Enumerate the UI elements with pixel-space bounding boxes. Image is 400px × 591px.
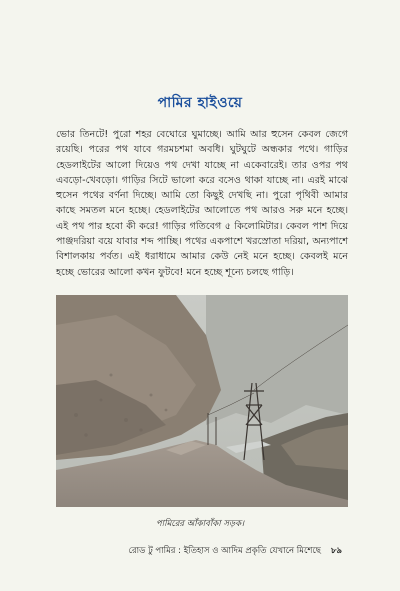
chapter-title: পামির হাইওয়ে xyxy=(157,95,243,111)
photo-caption: পামিরের আঁকাবাঁকা সড়ক। xyxy=(155,519,245,529)
body-paragraph xyxy=(56,127,348,280)
road-photo-illustration xyxy=(56,295,348,507)
paragraph-text: ভোর তিনটে! পুরো শহর বেঘোরে ঘুমাচ্ছে। আমি আর হুসেন কেবল জেগে রয়েছি। পরের পথ যাবে গরমচশমা অবধি। ঘুটঘুটে অন্ধকার পথে। গাড়ির হেডলাইটের আলো দিয়েও পথ দেখা যাচ্ছে না একেবারেই। তার ওপর পথ এবড়ো-খেবড়ো। গাড়ির সিটে ভালো করে বসেও থাকা যাচ্ছে না। এরই মাঝে হুসেন পথের বর্ণনা দিচ্ছে। আমি তো কিছুই দেখছি না। পুরো পৃথিবী আমার কাছে সমতল মনে হচ্ছে। হেডলাইটের আলোতে পথ আরও সরু মনে হচ্ছে। এই পথ পার হবো কী করে! গাড়ির গতিবেগ ৫ কিলোমিটার। কেবল পাশ দিয়ে পাঞ্জদরিয়া বয়ে যাবার শব্দ পাচ্ছি। পথের একপাশে খরস্রোতা দরিয়া, অন্যপাশে বিশালকায় পর্বত। এই ধরাধামে আমার কেউ নেই মনে হচ্ছে। কেবলই মনে হচ্ছে ভোরের আলো কখন ফুটবে! মনে হচ্ছে শূন্যে চলছে গাড়ি। xyxy=(56,129,348,278)
road-photo xyxy=(56,295,348,507)
running-footer-text: রোড টু পামির : ইতিহাস ও আদিম প্রকৃতি যেখানে মিশেছে xyxy=(128,546,321,556)
page-footer xyxy=(129,544,342,558)
page-number: ৮৯ xyxy=(330,546,342,556)
